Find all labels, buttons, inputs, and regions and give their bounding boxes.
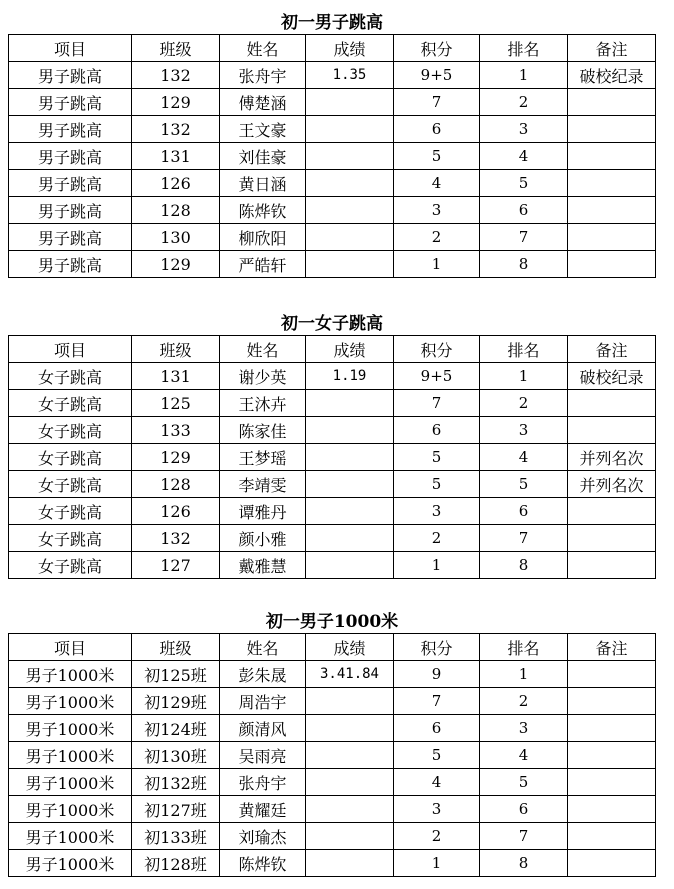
points-cell: 7	[394, 390, 480, 417]
table-row	[9, 688, 656, 715]
table-row	[9, 62, 656, 89]
note-cell	[568, 715, 656, 742]
class-cell: 131	[132, 363, 220, 390]
class-cell: 126	[132, 498, 220, 525]
class-cell: 128	[132, 197, 220, 224]
class-cell: 125	[132, 390, 220, 417]
score-cell	[306, 143, 394, 170]
name-cell: 颜小雅	[220, 525, 306, 552]
class-cell: 132	[132, 525, 220, 552]
score-cell	[306, 796, 394, 823]
rank-cell: 1	[480, 62, 568, 89]
class-cell: 129	[132, 251, 220, 278]
class-cell: 初129班	[132, 688, 220, 715]
table-block-girls-high-jump	[8, 309, 656, 579]
results-table	[8, 34, 656, 278]
note-cell	[568, 661, 656, 688]
name-cell: 傅楚涵	[220, 89, 306, 116]
rank-cell: 6	[480, 498, 568, 525]
points-cell: 3	[394, 197, 480, 224]
event-cell: 女子跳高	[9, 498, 132, 525]
class-cell: 127	[132, 552, 220, 579]
name-cell: 谭雅丹	[220, 498, 306, 525]
table-row	[9, 552, 656, 579]
class-cell: 初127班	[132, 796, 220, 823]
table-row	[9, 796, 656, 823]
column-header: 成绩	[306, 35, 394, 62]
class-cell: 133	[132, 417, 220, 444]
event-cell: 男子1000米	[9, 742, 132, 769]
results-table	[8, 633, 656, 877]
class-cell: 初128班	[132, 850, 220, 877]
score-cell	[306, 552, 394, 579]
rank-cell: 6	[480, 796, 568, 823]
column-header: 成绩	[306, 634, 394, 661]
points-cell: 2	[394, 525, 480, 552]
table-row	[9, 143, 656, 170]
rank-cell: 2	[480, 688, 568, 715]
class-cell: 初132班	[132, 769, 220, 796]
table-row	[9, 823, 656, 850]
points-cell: 9+5	[394, 62, 480, 89]
event-cell: 男子1000米	[9, 850, 132, 877]
class-cell: 132	[132, 116, 220, 143]
score-cell	[306, 715, 394, 742]
note-cell	[568, 251, 656, 278]
points-cell: 2	[394, 823, 480, 850]
table-title: 初一男子跳高	[281, 13, 383, 33]
score-cell: 3.41.84	[306, 661, 394, 688]
header-row	[9, 35, 656, 62]
note-cell	[568, 552, 656, 579]
event-cell: 男子1000米	[9, 823, 132, 850]
name-cell: 陈家佳	[220, 417, 306, 444]
score-cell	[306, 498, 394, 525]
rank-cell: 2	[480, 390, 568, 417]
event-cell: 男子1000米	[9, 769, 132, 796]
points-cell: 6	[394, 715, 480, 742]
note-cell	[568, 89, 656, 116]
note-cell	[568, 197, 656, 224]
points-cell: 5	[394, 143, 480, 170]
event-cell: 男子跳高	[9, 62, 132, 89]
event-cell: 女子跳高	[9, 525, 132, 552]
event-cell: 男子跳高	[9, 143, 132, 170]
name-cell: 严皓轩	[220, 251, 306, 278]
points-cell: 3	[394, 498, 480, 525]
points-cell: 3	[394, 796, 480, 823]
table-row	[9, 417, 656, 444]
event-cell: 男子1000米	[9, 688, 132, 715]
rank-cell: 5	[480, 170, 568, 197]
note-cell	[568, 143, 656, 170]
table-row	[9, 390, 656, 417]
event-cell: 男子跳高	[9, 116, 132, 143]
score-cell	[306, 89, 394, 116]
score-cell	[306, 197, 394, 224]
name-cell: 张舟宇	[220, 769, 306, 796]
note-cell	[568, 417, 656, 444]
points-cell: 2	[394, 224, 480, 251]
rank-cell: 8	[480, 552, 568, 579]
class-cell: 126	[132, 170, 220, 197]
name-cell: 李靖雯	[220, 471, 306, 498]
class-cell: 130	[132, 224, 220, 251]
column-header: 班级	[132, 35, 220, 62]
column-header: 积分	[394, 35, 480, 62]
column-header: 排名	[480, 634, 568, 661]
results-table	[8, 335, 656, 579]
points-cell: 1	[394, 850, 480, 877]
points-cell: 5	[394, 444, 480, 471]
score-cell	[306, 823, 394, 850]
score-cell	[306, 251, 394, 278]
table-title: 初一女子跳高	[281, 314, 383, 334]
note-cell	[568, 796, 656, 823]
table-row	[9, 116, 656, 143]
score-cell	[306, 116, 394, 143]
name-cell: 王梦瑶	[220, 444, 306, 471]
table-row	[9, 89, 656, 116]
class-cell: 132	[132, 62, 220, 89]
table-row	[9, 661, 656, 688]
table-row	[9, 363, 656, 390]
table-row	[9, 769, 656, 796]
column-header: 项目	[9, 634, 132, 661]
rank-cell: 3	[480, 116, 568, 143]
name-cell: 刘佳豪	[220, 143, 306, 170]
event-cell: 男子1000米	[9, 661, 132, 688]
rank-cell: 4	[480, 444, 568, 471]
rank-cell: 4	[480, 143, 568, 170]
name-cell: 吴雨亮	[220, 742, 306, 769]
note-cell	[568, 688, 656, 715]
class-cell: 129	[132, 89, 220, 116]
class-cell: 初125班	[132, 661, 220, 688]
column-header: 姓名	[220, 336, 306, 363]
note-cell: 破校纪录	[568, 363, 656, 390]
rank-cell: 7	[480, 224, 568, 251]
table-row	[9, 471, 656, 498]
name-cell: 黄耀廷	[220, 796, 306, 823]
event-cell: 男子跳高	[9, 89, 132, 116]
class-cell: 131	[132, 143, 220, 170]
column-header: 备注	[568, 336, 656, 363]
column-header: 积分	[394, 336, 480, 363]
points-cell: 4	[394, 769, 480, 796]
table-row	[9, 715, 656, 742]
points-cell: 9	[394, 661, 480, 688]
name-cell: 颜清风	[220, 715, 306, 742]
name-cell: 柳欣阳	[220, 224, 306, 251]
points-cell: 9+5	[394, 363, 480, 390]
event-cell: 男子1000米	[9, 796, 132, 823]
name-cell: 黄日涵	[220, 170, 306, 197]
column-header: 成绩	[306, 336, 394, 363]
header-row	[9, 634, 656, 661]
event-cell: 男子跳高	[9, 170, 132, 197]
class-cell: 初133班	[132, 823, 220, 850]
table-row	[9, 444, 656, 471]
note-cell	[568, 224, 656, 251]
points-cell: 5	[394, 742, 480, 769]
header-row	[9, 336, 656, 363]
note-cell: 并列名次	[568, 444, 656, 471]
points-cell: 1	[394, 552, 480, 579]
event-cell: 女子跳高	[9, 390, 132, 417]
score-cell	[306, 769, 394, 796]
note-cell: 并列名次	[568, 471, 656, 498]
points-cell: 1	[394, 251, 480, 278]
column-header: 班级	[132, 634, 220, 661]
note-cell	[568, 170, 656, 197]
score-cell	[306, 444, 394, 471]
table-block-boys-high-jump	[8, 8, 656, 278]
event-cell: 男子1000米	[9, 715, 132, 742]
name-cell: 刘瑜杰	[220, 823, 306, 850]
event-cell: 女子跳高	[9, 363, 132, 390]
event-cell: 女子跳高	[9, 444, 132, 471]
table-row	[9, 742, 656, 769]
points-cell: 4	[394, 170, 480, 197]
note-cell: 破校纪录	[568, 62, 656, 89]
column-header: 项目	[9, 35, 132, 62]
column-header: 备注	[568, 35, 656, 62]
event-cell: 女子跳高	[9, 417, 132, 444]
name-cell: 陈烨钦	[220, 850, 306, 877]
name-cell: 王文豪	[220, 116, 306, 143]
event-cell: 女子跳高	[9, 471, 132, 498]
column-header: 姓名	[220, 634, 306, 661]
event-cell: 女子跳高	[9, 552, 132, 579]
note-cell	[568, 498, 656, 525]
score-cell	[306, 390, 394, 417]
table-title: 初一男子1000米	[265, 612, 399, 632]
points-cell: 7	[394, 688, 480, 715]
rank-cell: 3	[480, 715, 568, 742]
score-cell: 1.35	[306, 62, 394, 89]
event-cell: 男子跳高	[9, 197, 132, 224]
column-header: 备注	[568, 634, 656, 661]
score-cell	[306, 224, 394, 251]
column-header: 项目	[9, 336, 132, 363]
table-row	[9, 498, 656, 525]
class-cell: 129	[132, 444, 220, 471]
class-cell: 初124班	[132, 715, 220, 742]
rank-cell: 2	[480, 89, 568, 116]
name-cell: 王沐卉	[220, 390, 306, 417]
table-row	[9, 170, 656, 197]
table-row	[9, 251, 656, 278]
name-cell: 戴雅慧	[220, 552, 306, 579]
points-cell: 6	[394, 116, 480, 143]
note-cell	[568, 742, 656, 769]
score-cell	[306, 525, 394, 552]
rank-cell: 8	[480, 251, 568, 278]
event-cell: 男子跳高	[9, 224, 132, 251]
score-cell	[306, 742, 394, 769]
class-cell: 128	[132, 471, 220, 498]
rank-cell: 7	[480, 823, 568, 850]
note-cell	[568, 823, 656, 850]
table-row	[9, 850, 656, 877]
score-cell: 1.19	[306, 363, 394, 390]
column-header: 班级	[132, 336, 220, 363]
rank-cell: 1	[480, 363, 568, 390]
rank-cell: 5	[480, 471, 568, 498]
score-cell	[306, 850, 394, 877]
name-cell: 谢少英	[220, 363, 306, 390]
name-cell: 彭朱晟	[220, 661, 306, 688]
table-row	[9, 224, 656, 251]
score-cell	[306, 471, 394, 498]
column-header: 排名	[480, 336, 568, 363]
rank-cell: 5	[480, 769, 568, 796]
name-cell: 陈烨钦	[220, 197, 306, 224]
rank-cell: 1	[480, 661, 568, 688]
event-cell: 男子跳高	[9, 251, 132, 278]
note-cell	[568, 390, 656, 417]
note-cell	[568, 525, 656, 552]
points-cell: 5	[394, 471, 480, 498]
rank-cell: 8	[480, 850, 568, 877]
table-row	[9, 525, 656, 552]
note-cell	[568, 850, 656, 877]
class-cell: 初130班	[132, 742, 220, 769]
note-cell	[568, 769, 656, 796]
name-cell: 张舟宇	[220, 62, 306, 89]
name-cell: 周浩宇	[220, 688, 306, 715]
note-cell	[568, 116, 656, 143]
column-header: 积分	[394, 634, 480, 661]
column-header: 姓名	[220, 35, 306, 62]
points-cell: 7	[394, 89, 480, 116]
table-block-boys-1000m	[8, 607, 656, 877]
score-cell	[306, 688, 394, 715]
rank-cell: 3	[480, 417, 568, 444]
score-cell	[306, 417, 394, 444]
table-row	[9, 197, 656, 224]
rank-cell: 4	[480, 742, 568, 769]
rank-cell: 7	[480, 525, 568, 552]
score-cell	[306, 170, 394, 197]
rank-cell: 6	[480, 197, 568, 224]
column-header: 排名	[480, 35, 568, 62]
points-cell: 6	[394, 417, 480, 444]
